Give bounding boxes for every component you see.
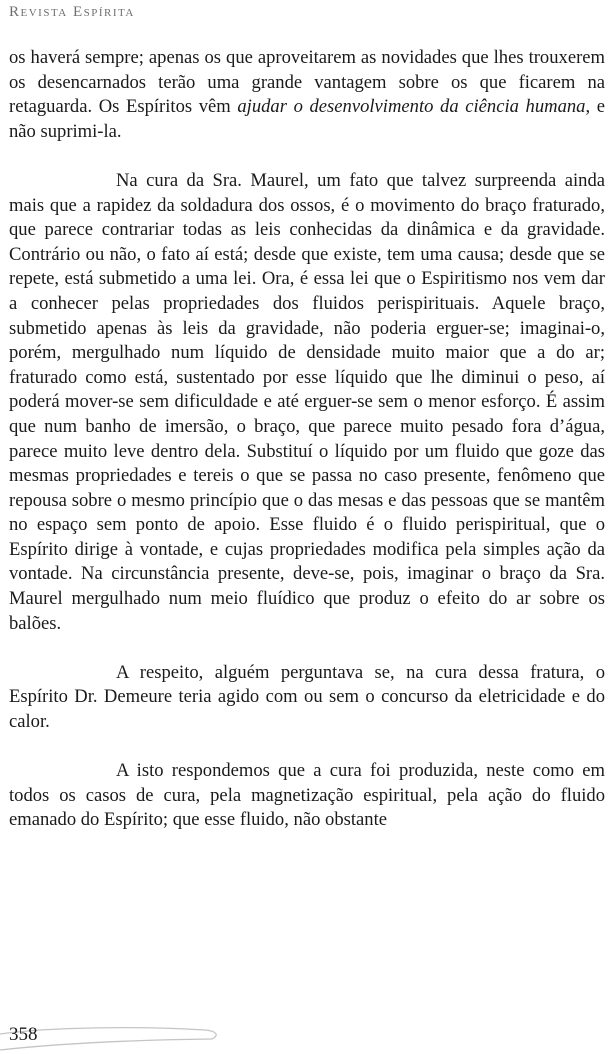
paragraph-1-text-a: os haverá sempre; apenas os que aproveitarem as novidades que lhes trouxerem os desencarnados terão uma grande vantagem sobre os que ficarem na retaguarda. Os Espíritos vêm	[9, 47, 605, 118]
paragraph-1-emphasis: ajudar o desenvolvimento da ciência humana	[237, 96, 586, 118]
paragraph-1	[9, 46, 605, 144]
paragraph-2: Na cura da Sra. Maurel, um fato que talvez surpreenda ainda mais que a rapidez da soldadura dos ossos, é o movimento do braço fraturado, que parece contrariar todas as leis conhecidas da dinâmica e da gravidade. Contrário ou não, o fato aí está; desde que existe, tem uma causa; desde que se repete, está submetido a uma lei. Ora, é essa lei que o Espiritismo nos vem dar a conhecer pelas propriedades dos fluidos perispirituais. Aquele braço, submetido apenas às leis da gravidade, não poderia erguer-se; imaginai-o, porém, mergulhado num líquido de densidade muito maior que a do ar; fraturado como está, sustentado por esse líquido que lhe diminui o peso, aí poderá mover-se sem dificuldade e até erguer-se sem o menor esforço. É assim que num banho de imersão, o braço, que parece muito pesado fora d’água, parece muito leve dentro dela. Substituí o líquido por um fluido que goze das mesmas propriedades e tereis o que se passa no caso presente, fenômeno que repousa sobre o mesmo princípio que o das mesas e das pessoas que se mantêm no espaço sem ponto de apoio. Esse fluido é o fluido perispiritual, que o Espírito dirige à vontade, e cujas propriedades modifica pela simples ação da vontade. Na circunstância presente, deve-se, pois, imaginar o braço da Sra. Maurel mergulhado num meio fluídico que produz o efeito do ar sobre os balões.	[9, 169, 605, 634]
running-header: Revista Espírita	[9, 4, 135, 20]
paragraph-3: A respeito, alguém perguntava se, na cura dessa fratura, o Espírito Dr. Demeure teria agido com ou sem o concurso da eletricidade e do calor.	[9, 661, 605, 733]
paragraph-1-text-b: , e não suprimi-la.	[9, 96, 605, 142]
body-text	[9, 46, 605, 833]
page-number: 358	[9, 1024, 38, 1045]
paragraph-4: A isto respondemos que a cura foi produzida, neste como em todos os casos de cura, pela magnetização espiritual, pela ação do fluido emanado do Espírito; que esse fluido, não obstante	[9, 760, 605, 831]
